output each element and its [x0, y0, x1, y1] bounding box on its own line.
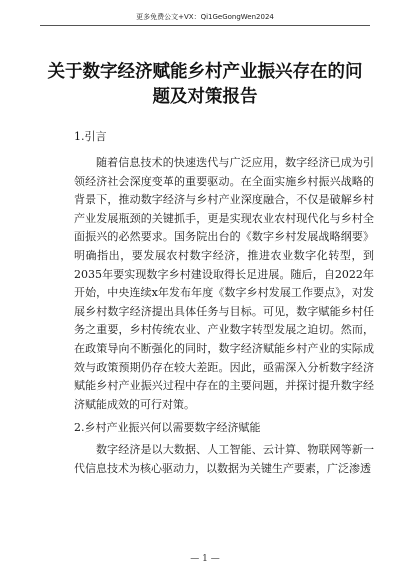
section-heading-why-digital: 2.乡村产业振兴何以需要数字经济赋能 — [74, 421, 261, 435]
document-title: 关于数字经济赋能乡村产业振兴存在的问题及对策报告 — [47, 62, 363, 107]
section-heading-intro: 1.引言 — [74, 130, 107, 143]
document-body — [74, 127, 374, 479]
body-paragraph: 随着信息技术的快速迭代与广泛应用，数字经济已成为引领经济社会深度变革的重要驱动。在全面实施乡村振兴战略的背景下，推动数字经济与乡村产业深度融合，不仅是破解乡村产业发展瓶颈的关键抓手，更是实现农业农村现代化与乡村全面振兴的必然要求。国务院出台的《数字乡村发展战略纲要》明确指出，要发展农村数字经济，推进农业数字化转型，到2035年要实现数字乡村建设取得长足进展。随后，自2022年开始，中央连续x年发布年度《数字乡村发展工作要点》，对发展乡村数字经济提出具体任务与目标。可见，数字赋能乡村任务之重要，乡村传统农业、产业数字转型发展之迫切。然而，在政策导向不断强化的同时，数字经济赋能乡村产业的实际成效与政策预期仍存在较大差距。因此，亟需深入分析数字经济赋能乡村产业振兴过程中存在的主要问题，并探讨提升数字经济赋能成效的可行对策。 — [74, 156, 374, 411]
spacer — [74, 146, 374, 154]
page-number: — 1 — — [190, 554, 220, 564]
body-paragraph: 数字经济是以大数据、人工智能、云计算、物联网等新一代信息技术为核心驱动力，以数据为关键生产要素，广泛渗透 — [74, 443, 374, 475]
header-rule — [40, 25, 370, 26]
header-note: 更多免费公文+VX：Qi1GeGongWen2024 — [136, 13, 274, 21]
